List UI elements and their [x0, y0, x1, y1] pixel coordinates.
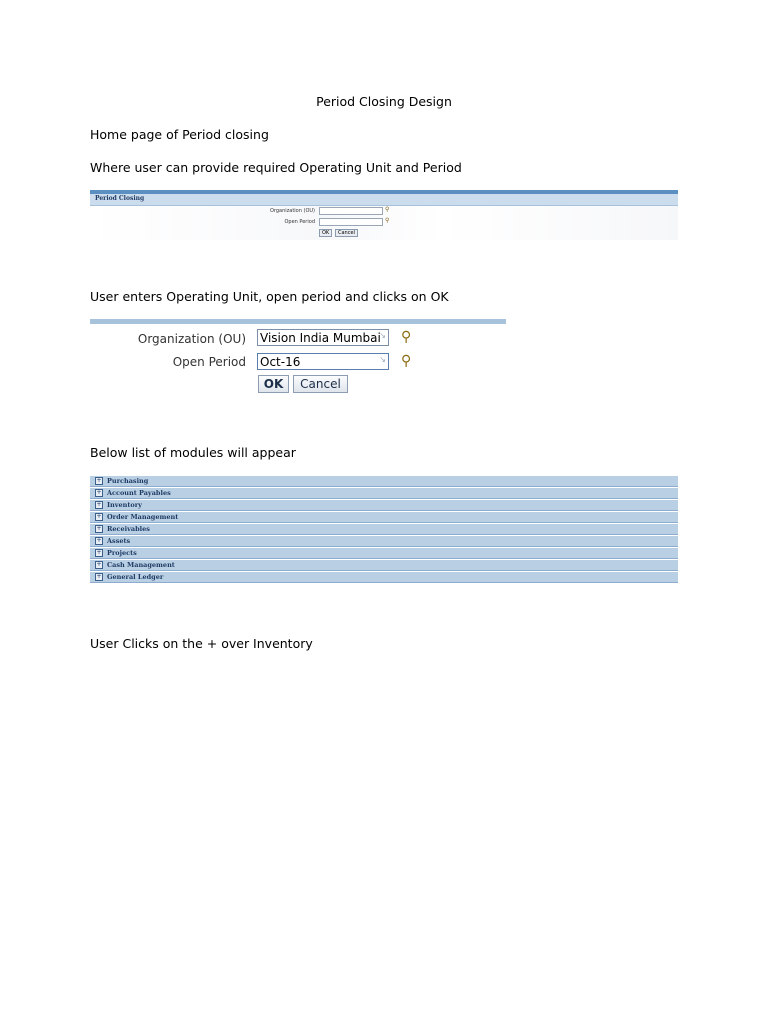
org-label: Organization (OU) [137, 332, 246, 346]
search-icon[interactable]: ⚲ [401, 353, 412, 369]
search-icon[interactable]: ⚲ [401, 329, 412, 345]
module-row-purchasing[interactable]: + Purchasing [90, 476, 678, 487]
org-input[interactable] [319, 207, 383, 215]
paragraph-user-enters: User enters Operating Unit, open period and clicks on OK [90, 289, 449, 304]
period-closing-header: Period Closing [90, 194, 678, 206]
top-bar [90, 319, 506, 324]
org-label: Organization (OU) [269, 208, 315, 214]
plus-icon[interactable]: + [96, 525, 102, 532]
resize-grip-icon: ↘ [379, 331, 386, 340]
resize-grip-icon: ↘ [379, 355, 386, 364]
org-input[interactable]: Vision India Mumbai ↘ [257, 329, 389, 346]
plus-icon[interactable]: + [96, 549, 102, 556]
paragraph-modules: Below list of modules will appear [90, 445, 296, 460]
search-icon[interactable]: ⚲ [385, 206, 390, 213]
period-entry-screenshot [90, 319, 508, 399]
module-row-assets[interactable]: + Assets [90, 536, 678, 547]
period-input[interactable] [319, 218, 383, 226]
module-list-screenshot [90, 476, 678, 582]
module-row-projects[interactable]: + Projects [90, 548, 678, 559]
module-row-inventory[interactable]: + Inventory [90, 500, 678, 511]
ok-button[interactable]: OK [258, 375, 289, 393]
period-label: Open Period [284, 219, 315, 225]
plus-icon[interactable]: + [96, 501, 102, 508]
paragraph-user-clicks: User Clicks on the + over Inventory [90, 636, 313, 651]
cancel-button[interactable]: Cancel [293, 375, 348, 393]
plus-icon[interactable]: + [96, 513, 102, 520]
ok-button[interactable]: OK [319, 229, 332, 237]
search-icon[interactable]: ⚲ [385, 217, 390, 224]
plus-icon[interactable]: + [96, 573, 102, 580]
plus-icon[interactable]: + [96, 561, 102, 568]
plus-icon[interactable]: + [96, 537, 102, 544]
plus-icon[interactable]: + [96, 489, 102, 496]
module-row-receivables[interactable]: + Receivables [90, 524, 678, 535]
period-label: Open Period [172, 355, 246, 369]
module-row-order-management[interactable]: + Order Management [90, 512, 678, 523]
period-closing-home-screenshot [90, 190, 678, 240]
paragraph-home-page: Home page of Period closing [90, 127, 269, 142]
document-title: Period Closing Design [316, 94, 452, 109]
module-row-general-ledger[interactable]: + General Ledger [90, 572, 678, 583]
module-row-cash-management[interactable]: + Cash Management [90, 560, 678, 571]
period-input[interactable]: Oct-16 ↘ [257, 353, 389, 370]
module-row-account-payables[interactable]: + Account Payables [90, 488, 678, 499]
cancel-button[interactable]: Cancel [335, 229, 358, 237]
plus-icon[interactable]: + [96, 477, 102, 484]
paragraph-operating-unit: Where user can provide required Operating Unit and Period [90, 160, 462, 175]
